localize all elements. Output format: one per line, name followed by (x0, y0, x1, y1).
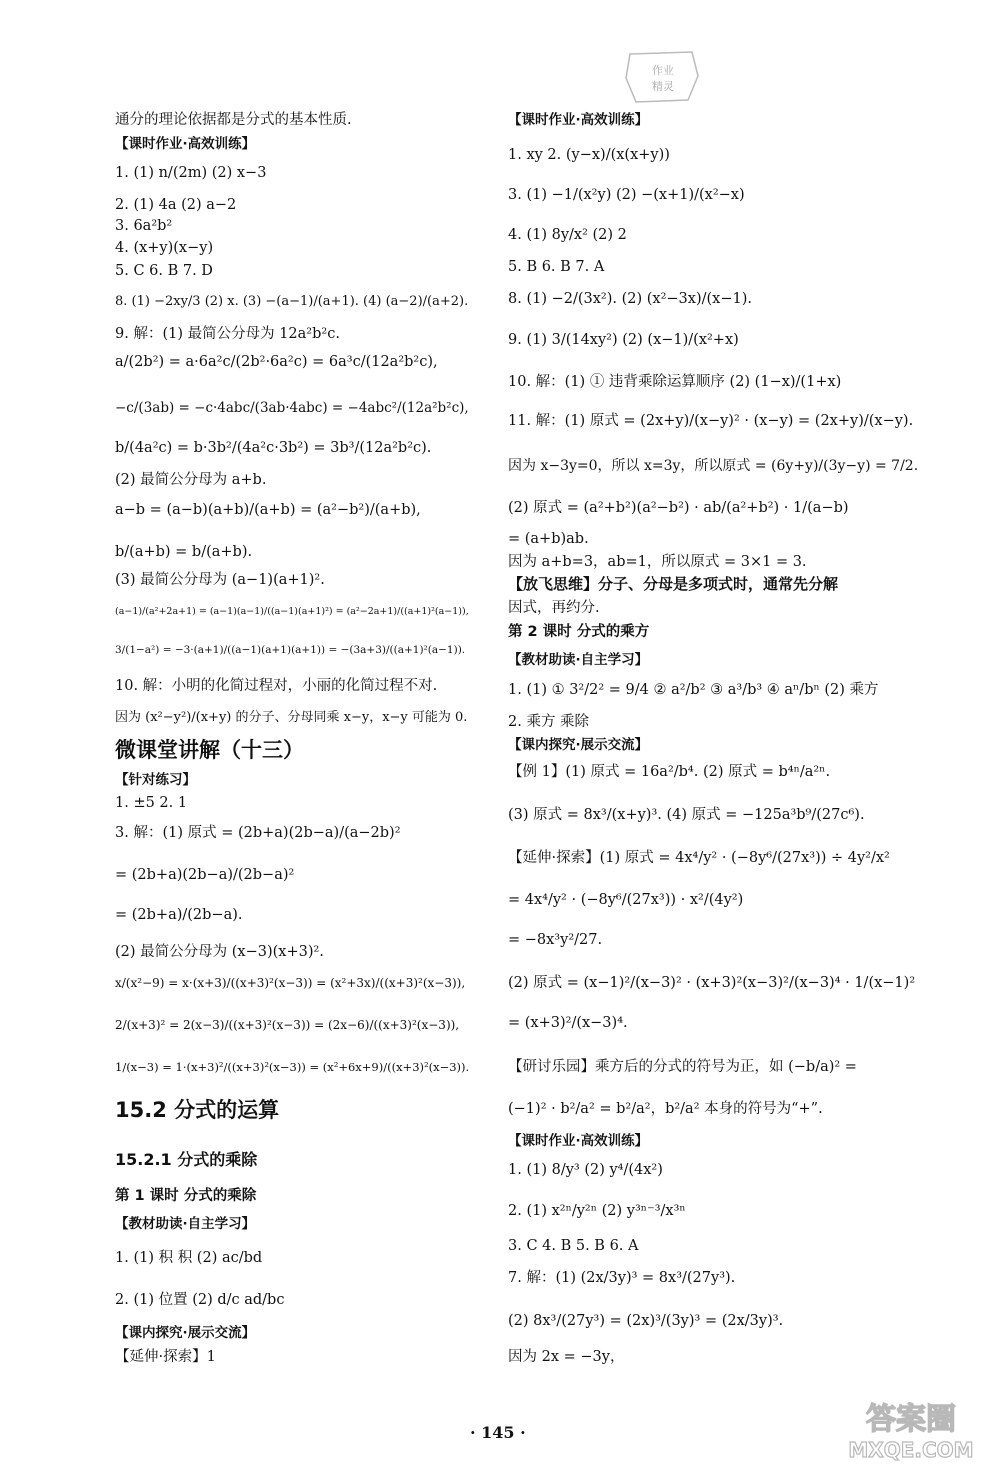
left-column-line: 通分的理论依据都是分式的基本性质. (115, 112, 352, 128)
right-column-line: 8. (1) −2/(3x²). (2) (x²−3x)/(x−1). (508, 291, 752, 307)
right-column-line: (2) 原式 = (a²+b²)(a²−b²) · ab/(a²+b²) · 1/(a−b) (508, 500, 849, 516)
left-column-line: 2/(x+3)² = 2(x−3)/((x+3)²(x−3)) = (2x−6)/((x+3)²(x−3)), (115, 1018, 460, 1032)
right-column-line: (2) 8x³/(27y³) = (2x)³/(3y)³ = (2x/3y)³. (508, 1313, 784, 1329)
left-column-line: = (2b+a)/(2b−a). (115, 907, 243, 923)
left-column-line: 15.2 分式的运算 (115, 1098, 280, 1122)
right-column-line: 【放飞思维】分子、分母是多项式时，通常先分解 (508, 575, 839, 593)
right-column-line: 11. 解：(1) 原式 = (2x+y)/(x−y)² · (x−y) = (2x+y)/(x−y). (508, 413, 914, 429)
right-column-line: 【延伸·探索】(1) 原式 = 4x⁴/y² · (−8y⁶/(27x³)) ÷ 4y²/x² (508, 850, 890, 866)
left-column-line: 3/(1−a²) = −3·(a+1)/((a−1)(a+1)(a+1)) = −(3a+3)/((a+1)²(a−1)). (115, 644, 466, 656)
right-column-line: 3. C 4. B 5. B 6. A (508, 1238, 639, 1254)
left-column-line: 5. C 6. B 7. D (115, 263, 213, 279)
right-column-line: (−1)² · b²/a² = b²/a²，b²/a² 本身的符号为“+”. (508, 1101, 823, 1117)
watermark-line1: 答案圈 (866, 1402, 956, 1437)
left-column-line: 3. 解：(1) 原式 = (2b+a)(2b−a)/(a−2b)² (115, 825, 401, 841)
page-number: · 145 · (470, 1423, 526, 1442)
left-column-line: 【针对练习】 (115, 772, 196, 788)
left-column-line: (2) 最简公分母为 a+b. (115, 472, 267, 488)
left-column-line: 微课堂讲解（十三） (115, 738, 304, 762)
right-column-line: 【课时作业·高效训练】 (508, 1133, 649, 1149)
left-column-line: 1. (1) n/(2m) (2) x−3 (115, 165, 267, 181)
left-column-line: 10. 解：小明的化简过程对，小丽的化简过程不对. (115, 678, 438, 694)
left-column-line: 3. 6a²b² (115, 218, 173, 234)
stamp-line1: 作业 (652, 64, 674, 77)
right-column-line: 【研讨乐园】乘方后的分式的符号为正，如 (−b/a)² = (508, 1059, 857, 1075)
left-column-line: x/(x²−9) = x·(x+3)/((x+3)²(x−3)) = (x²+3x)/((x+3)²(x−3)), (115, 976, 466, 990)
right-column-line: = (a+b)ab. (508, 531, 589, 547)
stamp-logo (622, 48, 704, 106)
right-column-line: = (x+3)²/(x−3)⁴. (508, 1015, 628, 1031)
right-column-line: 1. (1) 8/y³ (2) y⁴/(4x²) (508, 1162, 663, 1178)
right-column-line: 【课内探究·展示交流】 (508, 737, 649, 753)
left-column-line: 4. (x+y)(x−y) (115, 240, 214, 256)
left-column-line: 1. (1) 积 积 (2) ac/bd (115, 1250, 263, 1266)
right-column-line: 【教材助读·自主学习】 (508, 652, 649, 668)
right-column-line: 因为 a+b=3，ab=1，所以原式 = 3×1 = 3. (508, 554, 807, 570)
left-column-line: b/(a+b) = b/(a+b). (115, 544, 253, 560)
right-column-line: 因式，再约分. (508, 600, 600, 616)
watermark-line2: MXQE.COM (848, 1438, 974, 1462)
left-column-line: 15.2.1 分式的乘除 (115, 1150, 258, 1169)
left-column-line: (2) 最简公分母为 (x−3)(x+3)². (115, 944, 324, 960)
right-column-line: 【课时作业·高效训练】 (508, 112, 649, 128)
left-column-line: 第 1 课时 分式的乘除 (115, 1188, 257, 1204)
left-column-line: b/(4a²c) = b·3b²/(4a²c·3b²) = 3b³/(12a²b²c). (115, 440, 432, 456)
stamp-line2: 精灵 (652, 80, 674, 93)
right-column-line: 9. (1) 3/(14xy²) (2) (x−1)/(x²+x) (508, 332, 739, 348)
right-column-line: 3. (1) −1/(x²y) (2) −(x+1)/(x²−x) (508, 187, 745, 203)
left-column-line: 2. (1) 位置 (2) d/c ad/bc (115, 1292, 285, 1308)
left-column-line: 9. 解：(1) 最简公分母为 12a²b²c. (115, 326, 340, 342)
left-column-line: (a−1)/(a²+2a+1) = (a−1)(a−1)/((a−1)(a+1)²) = (a²−2a+1)/((a+1)²(a−1)), (115, 606, 469, 617)
right-column-line: 第 2 课时 分式的乘方 (508, 624, 650, 640)
right-column-line: 1. (1) ① 3²/2² = 9/4 ② a²/b² ③ a³/b³ ④ aⁿ/bⁿ (2) 乘方 (508, 682, 879, 698)
right-column-line: 1. xy 2. (y−x)/(x(x+y)) (508, 147, 670, 163)
left-column-line: 8. (1) −2xy/3 (2) x. (3) −(a−1)/(a+1). (4) (a−2)/(a+2). (115, 294, 469, 309)
left-column-line: a/(2b²) = a·6a²c/(2b²·6a²c) = 6a³c/(12a²b²c), (115, 354, 438, 370)
left-column-line: 因为 (x²−y²)/(x+y) 的分子、分母同乘 x−y，x−y 可能为 0. (115, 710, 468, 725)
left-column-line: 【延伸·探索】1 (115, 1349, 216, 1365)
right-column-line: = 4x⁴/y² · (−8y⁶/(27x³)) · x²/(4y²) (508, 892, 744, 908)
right-column-line: 【例 1】(1) 原式 = 16a²/b⁴. (2) 原式 = b⁴ⁿ/a²ⁿ. (508, 764, 831, 780)
right-column-line: 因为 2x = −3y， (508, 1349, 625, 1365)
right-column-line: 4. (1) 8y/x² (2) 2 (508, 227, 627, 243)
left-column-line: 【教材助读·自主学习】 (115, 1216, 256, 1232)
left-column-line: (3) 最简公分母为 (a−1)(a+1)². (115, 572, 325, 588)
right-column-line: = −8x³y²/27. (508, 932, 603, 948)
left-column-line: 2. (1) 4a (2) a−2 (115, 197, 237, 213)
right-column-line: 2. (1) x²ⁿ/y²ⁿ (2) y³ⁿ⁻³/x³ⁿ (508, 1203, 686, 1219)
left-column-line: 【课内探究·展示交流】 (115, 1325, 256, 1341)
left-column-line: 1. ±5 2. 1 (115, 795, 188, 811)
left-column-line: = (2b+a)(2b−a)/(2b−a)² (115, 867, 295, 883)
right-column-line: (2) 原式 = (x−1)²/(x−3)² · (x+3)²(x−3)²/(x−3)⁴ · 1/(x−1)² (508, 975, 916, 991)
right-column-line: 5. B 6. B 7. A (508, 259, 605, 275)
left-column-line: a−b = (a−b)(a+b)/(a+b) = (a²−b²)/(a+b), (115, 502, 421, 518)
left-column-line: −c/(3ab) = −c·4abc/(3ab·4abc) = −4abc²/(12a²b²c), (115, 400, 469, 416)
right-column-line: 2. 乘方 乘除 (508, 714, 590, 730)
right-column-line: 7. 解：(1) (2x/3y)³ = 8x³/(27y³). (508, 1270, 736, 1286)
left-column-line: 【课时作业·高效训练】 (115, 136, 256, 152)
right-column-line: (3) 原式 = 8x³/(x+y)³. (4) 原式 = −125a³b⁹/(27c⁶). (508, 807, 865, 823)
right-column-line: 因为 x−3y=0，所以 x=3y，所以原式 = (6y+y)/(3y−y) = 7/2. (508, 458, 919, 474)
right-column-line: 10. 解：(1) ① 违背乘除运算顺序 (2) (1−x)/(1+x) (508, 374, 842, 390)
left-column-line: 1/(x−3) = 1·(x+3)²/((x+3)²(x−3)) = (x²+6x+9)/((x+3)²(x−3)). (115, 1060, 470, 1074)
watermark-logo (840, 1393, 982, 1465)
